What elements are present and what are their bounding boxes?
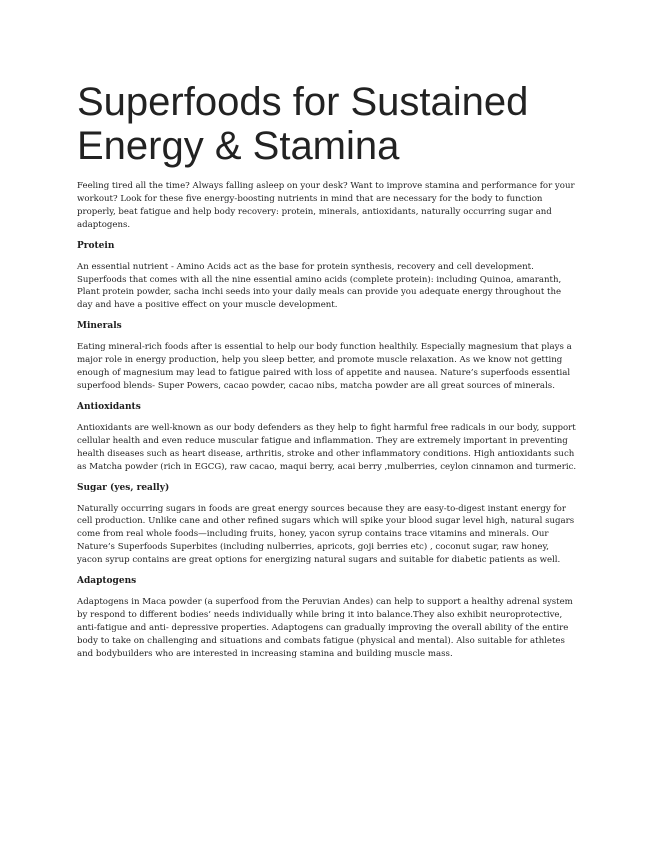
section-heading: Antioxidants — [77, 401, 141, 412]
section-protein — [77, 240, 577, 313]
article-body — [77, 180, 577, 669]
section-body: An essential nutrient - Amino Acids act as the base for protein synthesis, recovery and cell development. Superfoods that comes with all the nine essential amino acids (complete protein): including Quinoa, amaranth, Plant protein powder, sacha inchi seeds into your daily meals can provide you adequate energy throughout the day and have a positive effect on your muscle development. — [77, 261, 562, 311]
section-heading: Adaptogens — [77, 576, 137, 587]
section-antioxidants — [77, 401, 577, 474]
section-heading: Minerals — [77, 321, 122, 332]
section-heading: Sugar (yes, really) — [77, 482, 170, 493]
section-body: Adaptogens in Maca powder (a superfood from the Peruvian Andes) can help to support a healthy adrenal system by respond to different bodies’ needs individually while bring it into balance.They also exhibit neuroprotective, anti-fatigue and anti- depressive properties. Adaptogens can gradually improving the overall ability of the entire body to take on challenging and situations and combats fatigue (physical and mental). Also suitable for athletes and bodybuilders who are interested in increasing stamina and building muscle mass. — [77, 597, 573, 659]
section-minerals — [77, 320, 577, 393]
intro-paragraph: Feeling tired all the time? Always falling asleep on your desk? Want to improve stamina and performance for your workout? Look for these five energy-boosting nutrients in mind that are necessary for the body to function properly, beat fatigue and help body recovery: protein, minerals, antioxidants, naturally occurring sugar and adaptogens. — [77, 181, 575, 230]
section-body: Eating mineral-rich foods after is essential to help our body function healthily. Especially magnesium that plays a major role in energy production, help you sleep better, and promote muscle relaxation. As we know not getting enough of magnesium may lead to fatigue paired with loss of appetite and nausea. Nature’s superfoods essential superfood blends- Super Powers, cacao powder, cacao nibs, matcha powder are all great sources of minerals. — [77, 342, 572, 391]
section-body: Naturally occurring sugars in foods are great energy sources because they are easy-to-digest instant energy for cell production. Unlike cane and other refined sugars which will spike your blood sugar level high, natural sugars come from real whole foods—including fruits, honey, yacon syrup contains trace vitamins and minerals. Our Nature’s Superfoods Superbites (including nulberries, apricots, goji berries etc) , coconut sugar, raw honey, yacon syrup contains are great options for energizing natural sugars and suitable for diabetic patients as well. — [77, 503, 575, 566]
section-adaptogens — [77, 575, 577, 661]
section-body: Antioxidants are well-known as our body defenders as they help to fight harmful free radicals in our body, support cellular health and even reduce muscular fatigue and inflammation. They are extremely important in preventing health diseases such as heart disease, arthritis, stroke and other inflammatory conditions. High antioxidants such as Matcha powder (rich in EGCG), raw cacao, maqui berry, acai berry ,mulberries, ceylon cinnamon and turmeric. — [77, 422, 577, 472]
section-heading: Protein — [77, 240, 115, 251]
page-title: Superfoods for Sustained Energy & Stamina — [77, 80, 529, 168]
section-sugar — [77, 482, 577, 568]
